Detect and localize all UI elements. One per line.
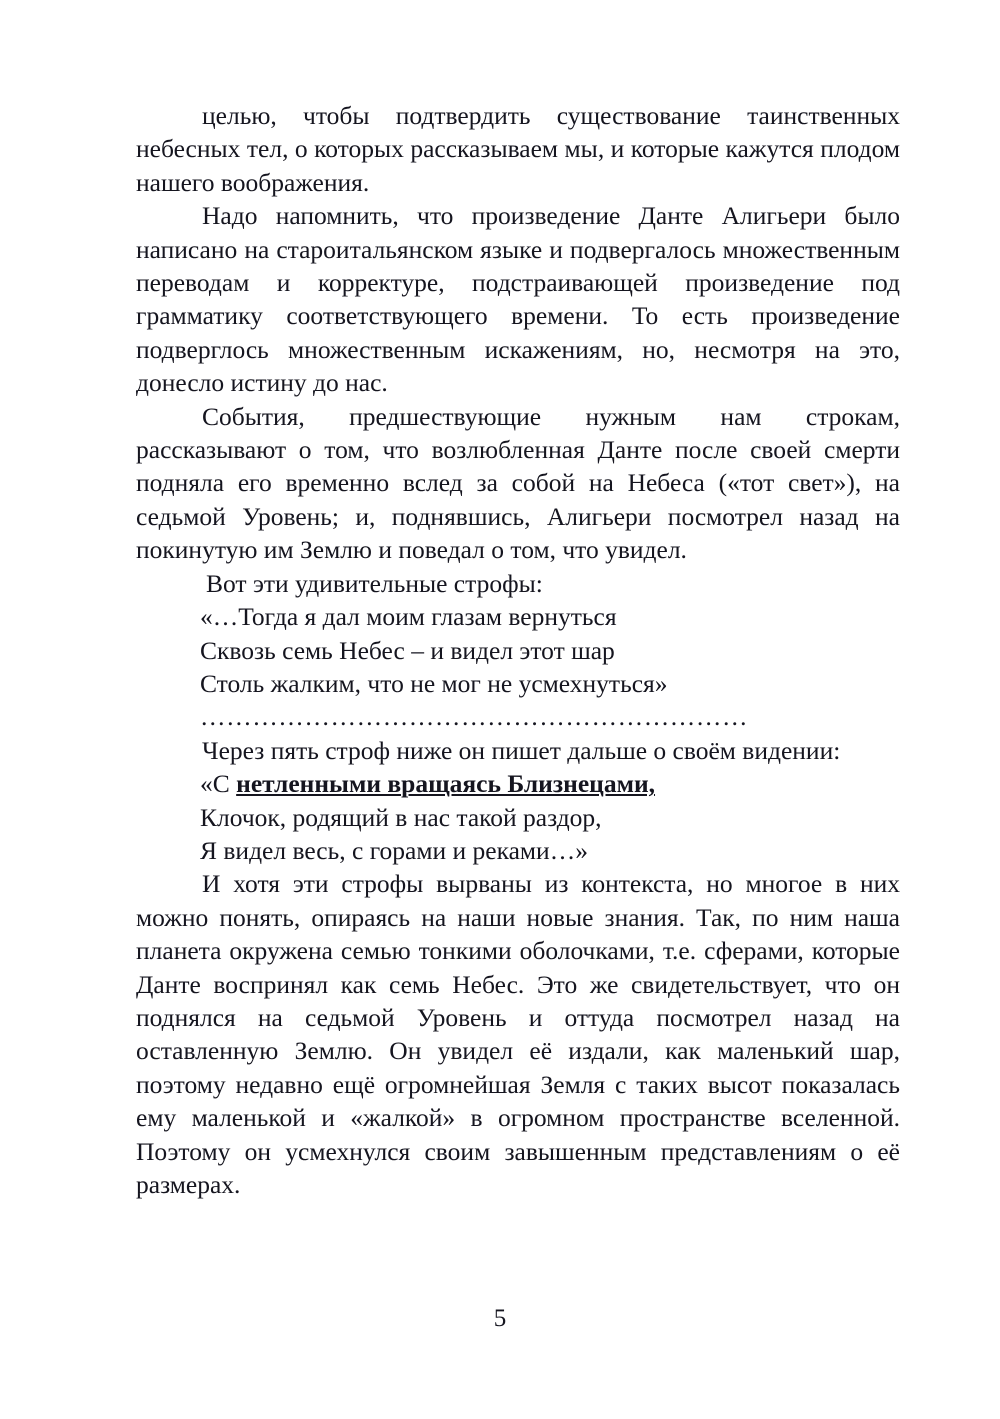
verse-introduction-line: Вот эти удивительные строфы:	[206, 568, 543, 598]
paragraph-closing-interpretation: И хотя эти строфы вырваны из контекста, но многое в них можно понять, опираясь на наши новые знания. Так, по ним наша планета окружена семью тонкими оболочками, т.е. сферами, которые Данте воспринял как семь Небес. Это же свидетельствует, что он поднялся на седьмой Уровень и оттуда посмотрел назад на оставленную Землю. Он увидел её издали, как маленький шар, поэтому недавно ещё огромнейшая Земля с таких высот показалась ему маленькой и «жалкой» в огромном пространстве вселенной. Поэтому он усмехнулся своим завышенным представлениям о её размерах.	[136, 869, 900, 1199]
page-number: 5	[493, 1305, 507, 1332]
verse-one-line-3: Столь жалким, что не мог не усмехнуться»	[200, 668, 668, 698]
verse-two-line-3: Я видел весь, с горами и реками…»	[200, 835, 588, 865]
paragraph-five-strophes-below: Через пять строф ниже он пишет дальше о своём видении:	[202, 735, 841, 765]
paragraph-continued-sentence: целью, чтобы подтвердить существование таинственных небесных тел, о которых рассказываем мы, и которые кажутся плодом нашего воображения.	[136, 101, 900, 197]
verse-two-emphasized-fragment: нетленными вращаясь Близнецами,	[236, 769, 656, 799]
paragraph-events-before-lines: События, предшествующие нужным нам строкам, рассказывают о том, что возлюбленная Данте после своей смерти подняла его временно вслед за собой на Небеса («тот свет»), на седьмой Уровень; и, поднявшись, Алигьери посмотрел назад на покинутую им Землю и поведал о том, что увидел.	[136, 401, 900, 565]
verse-one-line-2: Сквозь семь Небес – и видел этот шар	[200, 635, 615, 665]
paragraph-dante-language: Надо напомнить, что произведение Данте Алигьери было написано на староитальянском языке и подвергалось множественным переводам и корректуре, подстраивающей произведение под грамматику соответствующего времени. То есть произведение подверглось множественным искажениям, но, несмотря на это, донесло истину до нас.	[136, 201, 900, 398]
verse-two-line-1-prefix: «С	[200, 769, 237, 799]
verse-two-line-2: Клочок, родящий в нас такой раздор,	[200, 802, 602, 832]
verse-two-line-1	[200, 767, 900, 800]
verse-one-line-1: «…Тогда я дал моим глазам вернуться	[200, 602, 617, 632]
dotted-separator-line: ………………………………………………………	[200, 702, 749, 732]
page-text-column	[136, 99, 900, 1201]
